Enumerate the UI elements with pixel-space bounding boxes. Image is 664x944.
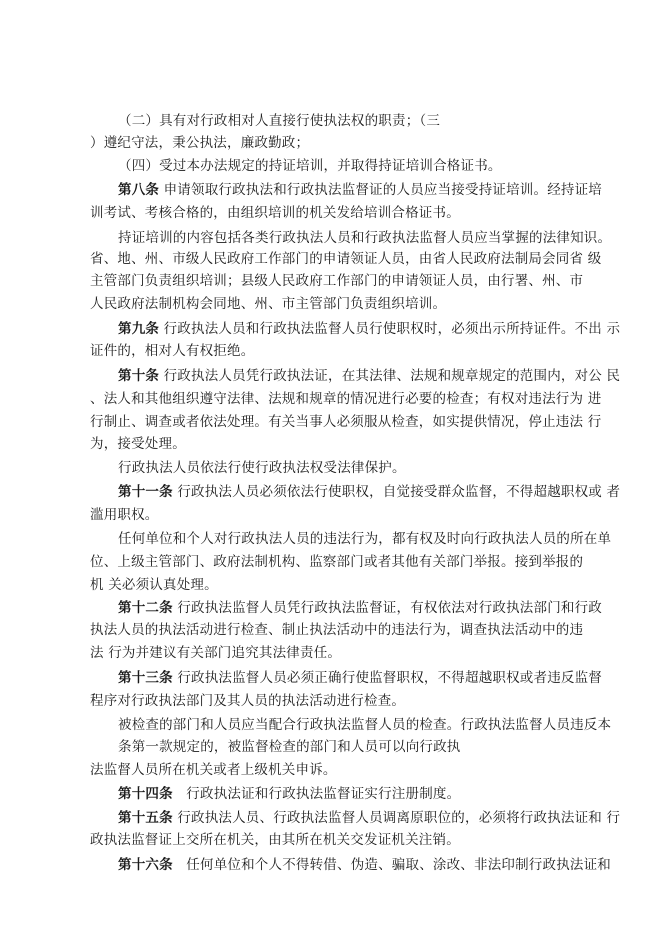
- text-line: [90, 390, 602, 408]
- line-text: 执法人员的执法活动进行检查、制止执法活动中的违法行为，调查执法活动中的违: [90, 622, 584, 638]
- text-line: [90, 761, 590, 779]
- line-text: 为，接受处理。: [90, 436, 186, 452]
- line-text: 省、地、州、市级人民政府工作部门的申请领证人员，由省人民政府法制局会同省 级: [90, 251, 602, 267]
- line-text: （四）受过本办法规定的持证培训，并取得持证培训合格证书。: [118, 158, 502, 174]
- line-text: 任何单位和个人对行政执法人员的违法行为，都有权及时向行政执法人员的所在单: [118, 531, 612, 547]
- line-text: 行制止、调查或者依法处理。有关当事人必须服从检查，如实提供情况，停止违法 行: [90, 414, 602, 430]
- article-10: [118, 367, 621, 385]
- text-line: [90, 342, 590, 360]
- line-text: （二）具有对行政相对人直接行使执法权的职责；（三: [118, 113, 441, 129]
- line-text: ）遵纪守法，秉公执法，廉政勤政；: [90, 135, 310, 151]
- article-heading: 第十三条: [118, 670, 173, 686]
- article-heading: 第十一条: [118, 484, 173, 500]
- text-line: [118, 112, 618, 130]
- line-text: 主管部门负责组织培训；县级人民政府工作部门的申请领证人员，由行署、州、市: [90, 273, 584, 289]
- text-line: [118, 716, 618, 734]
- text-line: [90, 250, 602, 268]
- line-text: 申请领取行政执法和行政执法监督证的人员应当接受持证培训。经持证培: [163, 182, 603, 198]
- text-line: [90, 553, 590, 571]
- text-line: [90, 831, 590, 849]
- line-text: 行政执法证和行政执法监督证实行注册制度。: [186, 786, 461, 802]
- line-text: 持证培训的内容包括各类行政执法人员和行政执法监督人员应当掌握的法律知识。: [118, 230, 612, 246]
- text-line: [118, 738, 618, 756]
- line-text: 条第一款规定的，被监督检查的部门和人员可以向行政执: [118, 739, 461, 755]
- article-heading: 第十四条: [118, 786, 173, 802]
- text-line: [118, 530, 618, 548]
- article-heading: 第十五条: [118, 810, 173, 826]
- article-heading: 第八条: [118, 182, 160, 198]
- text-line: [118, 157, 618, 175]
- article-12: [118, 599, 618, 617]
- line-text: 位、上级主管部门、政府法制机构、监察部门或者其他有关部门举报。接到举报的: [90, 554, 584, 570]
- line-text: 政执法监督证上交所在机关，由其所在机关交发证机关注销。: [90, 832, 460, 848]
- text-line: [90, 576, 590, 594]
- line-text: 人民政府法制机构会同地、州、市主管部门负责组织培训。: [90, 296, 447, 312]
- line-text: 行政执法人员依法行使行政执法权受法律保护。: [118, 460, 406, 476]
- article-heading: 第十二条: [118, 600, 173, 616]
- text-line: [90, 295, 590, 313]
- article-8: [118, 181, 618, 199]
- article-14: [118, 785, 618, 803]
- text-line: [118, 229, 618, 247]
- line-text: 、法人和其他组织遵守法律、法规和规章的情况进行必要的检查；有权对违法行为 进: [90, 391, 602, 407]
- article-heading: 第九条: [118, 321, 160, 337]
- text-line: [90, 692, 590, 710]
- line-text: 法监督人员所在机关或者上级机关申诉。: [90, 762, 337, 778]
- article-16: [118, 856, 618, 874]
- text-line: [90, 204, 590, 222]
- article-15: [118, 809, 621, 827]
- line-text: 行政执法人员、行政执法监督人员调离原职位的，必须将行政执法证和 行: [177, 810, 621, 826]
- text-line: [90, 621, 590, 639]
- article-heading: 第十六条: [118, 857, 173, 873]
- line-text: 行政执法人员和行政执法监督人员行使职权时，必须出示所持证件。不出 示: [163, 321, 621, 337]
- line-text: 法 行为并建议有关部门追究其法律责任。: [90, 645, 342, 661]
- article-11: [118, 483, 621, 501]
- text-line: [90, 644, 590, 662]
- line-text: 行政执法监督人员必须正确行使监督职权，不得超越职权或者违反监督: [177, 670, 603, 686]
- line-text: 程序对行政执法部门及其人员的执法活动进行检查。: [90, 693, 406, 709]
- text-line: [118, 459, 618, 477]
- line-text: 证件的，相对人有权拒绝。: [90, 343, 255, 359]
- text-line: [90, 435, 590, 453]
- article-13: [118, 669, 618, 687]
- line-text: 任何单位和个人不得转借、伪造、骗取、涂改、非法印制行政执法证和: [186, 857, 611, 873]
- article-heading: 第十条: [118, 368, 160, 384]
- text-line: [90, 272, 590, 290]
- text-line: [90, 506, 590, 524]
- line-text: 被检查的部门和人员应当配合行政执法监督人员的检查。行政执法监督人员违反本: [118, 717, 612, 733]
- text-line: [90, 413, 602, 431]
- text-line: [90, 134, 590, 152]
- line-text: 行政执法人员必须依法行使职权，自觉接受群众监督，不得超越职权或 者: [177, 484, 621, 500]
- line-text: 滥用职权。: [90, 507, 159, 523]
- line-text: 行政执法人员凭行政执法证，在其法律、法规和规章规定的范围内，对公 民: [163, 368, 621, 384]
- line-text: 机 关必须认真处理。: [90, 577, 218, 593]
- article-9: [118, 320, 621, 338]
- line-text: 行政执法监督人员凭行政执法监督证，有权依法对行政执法部门和行政: [177, 600, 603, 616]
- line-text: 训考试、考核合格的，由组织培训的机关发给培训合格证书。: [90, 205, 460, 221]
